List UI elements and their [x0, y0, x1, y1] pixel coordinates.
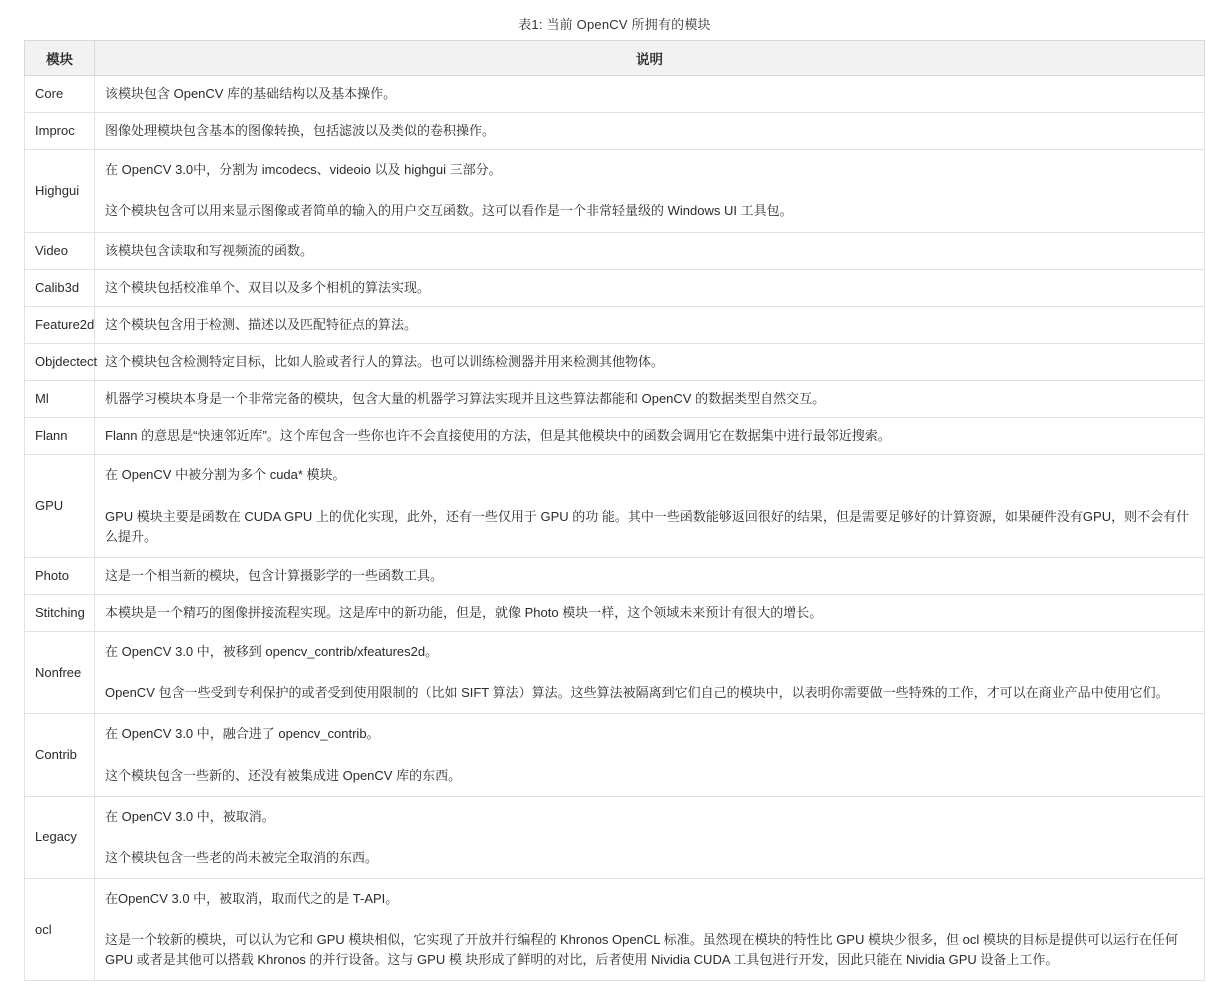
- module-description-paragraph: 这是一个相当新的模块，包含计算摄影学的一些函数工具。: [105, 567, 444, 583]
- module-name-cell: Feature2d: [25, 306, 95, 343]
- module-name-cell: Photo: [25, 557, 95, 594]
- table-row: [25, 232, 1205, 269]
- module-description-cell: [95, 594, 1205, 631]
- module-description-cell: [95, 269, 1205, 306]
- table-row: [25, 269, 1205, 306]
- module-description-paragraph: 在 OpenCV 3.0中，分割为 imcodecs、videoio 以及 highgui 三部分。: [105, 162, 502, 178]
- table-row: [25, 632, 1205, 714]
- column-header-description: 说明: [95, 41, 1205, 76]
- table-row: [25, 76, 1205, 113]
- module-name-cell: Core: [25, 76, 95, 113]
- module-description-paragraph: 机器学习模块本身是一个非常完备的模块，包含大量的机器学习算法实现并且这些算法都能和 OpenCV 的数据类型自然交互。: [105, 391, 826, 407]
- module-description-cell: [95, 632, 1205, 714]
- module-name-cell: Improc: [25, 113, 95, 150]
- module-description-cell: [95, 557, 1205, 594]
- module-description-paragraph: 这个模块包括校准单个、双目以及多个相机的算法实现。: [105, 279, 431, 295]
- module-name-cell: Nonfree: [25, 632, 95, 714]
- module-description-paragraph: 这个模块包含一些老的尚未被完全取消的东西。: [105, 849, 379, 865]
- module-name-cell: Calib3d: [25, 269, 95, 306]
- module-description-paragraph: 这个模块包含可以用来显示图像或者简单的输入的用户交互函数。这可以看作是一个非常轻量级的 Windows UI 工具包。: [105, 203, 793, 219]
- module-description-paragraph: 图像处理模块包含基本的图像转换，包括滤波以及类似的卷积操作。: [105, 123, 496, 139]
- module-description-cell: [95, 343, 1205, 380]
- module-description-paragraph: OpenCV 包含一些受到专利保护的或者受到使用限制的（比如 SIFT 算法）算法。这些算法被隔离到它们自己的模块中，以表明你需要做一些特殊的工作，才可以在商业产品中使用它们。: [105, 685, 1169, 701]
- module-description-paragraph: 在 OpenCV 3.0 中，融合进了 opencv_contrib。: [105, 726, 380, 742]
- module-description-cell: [95, 878, 1205, 980]
- module-description-paragraph: Flann 的意思是“快速邻近库”。这个库包含一些你也许不会直接使用的方法，但是其他模块中的函数会调用它在数据集中进行最邻近搜索。: [105, 428, 891, 444]
- module-description-paragraph: 在 OpenCV 中被分割为多个 cuda* 模块。: [105, 467, 346, 483]
- table-row: [25, 714, 1205, 796]
- module-description-cell: [95, 232, 1205, 269]
- table-row: [25, 594, 1205, 631]
- table-head: [25, 41, 1205, 76]
- module-name-cell: Ml: [25, 381, 95, 418]
- module-description-paragraph: 在 OpenCV 3.0 中，被取消。: [105, 808, 275, 824]
- module-description-cell: [95, 796, 1205, 878]
- module-name-cell: Legacy: [25, 796, 95, 878]
- module-description-paragraph: 在 OpenCV 3.0 中，被移到 opencv_contrib/xfeatures2d。: [105, 644, 439, 660]
- module-name-cell: Stitching: [25, 594, 95, 631]
- module-description-cell: [95, 455, 1205, 557]
- module-description-cell: [95, 714, 1205, 796]
- module-description-cell: [95, 381, 1205, 418]
- module-name-cell: GPU: [25, 455, 95, 557]
- module-name-cell: Objdectect: [25, 343, 95, 380]
- module-name-cell: ocl: [25, 878, 95, 980]
- module-description-paragraph: 本模块是一个精巧的图像拼接流程实现。这是库中的新功能，但是，就像 Photo 模块一样，这个领域未来预计有很大的增长。: [105, 604, 823, 620]
- module-description-paragraph: 这个模块包含一些新的、还没有被集成进 OpenCV 库的东西。: [105, 767, 462, 783]
- opencv-modules-table: [24, 40, 1205, 981]
- table-row: [25, 455, 1205, 557]
- module-description-cell: [95, 76, 1205, 113]
- module-description-cell: [95, 306, 1205, 343]
- module-description-paragraph: 该模块包含读取和写视频流的函数。: [105, 242, 314, 258]
- module-description-cell: [95, 113, 1205, 150]
- table-header-row: [25, 41, 1205, 76]
- table-row: [25, 418, 1205, 455]
- table-row: [25, 878, 1205, 980]
- module-description-paragraph: GPU 模块主要是函数在 CUDA GPU 上的优化实现，此外，还有一些仅用于 GPU 的功 能。其中一些函数能够返回很好的结果，但是需要足够好的计算资源，如果硬件没有GPU，则不会有什么提升。: [105, 508, 1190, 544]
- module-name-cell: Video: [25, 232, 95, 269]
- module-name-cell: Flann: [25, 418, 95, 455]
- module-description-cell: [95, 418, 1205, 455]
- module-name-cell: Highgui: [25, 150, 95, 232]
- table-row: [25, 150, 1205, 232]
- module-description-paragraph: 该模块包含 OpenCV 库的基础结构以及基本操作。: [105, 86, 397, 101]
- module-description-cell: [95, 150, 1205, 232]
- table-caption: 表1: 当前 OpenCV 所拥有的模块: [518, 17, 711, 32]
- table-row: [25, 381, 1205, 418]
- table-row: [25, 343, 1205, 380]
- table-body: [25, 76, 1205, 981]
- table-row: [25, 113, 1205, 150]
- table-row: [25, 557, 1205, 594]
- table-row: [25, 306, 1205, 343]
- module-description-paragraph: 这个模块包含用于检测、描述以及匹配特征点的算法。: [105, 316, 418, 332]
- column-header-module: 模块: [25, 41, 95, 76]
- module-description-paragraph: 在OpenCV 3.0 中，被取消，取而代之的是 T-API。: [105, 890, 399, 906]
- table-row: [25, 796, 1205, 878]
- module-description-paragraph: 这是一个较新的模块，可以认为它和 GPU 模块相似，它实现了开放并行编程的 Khronos OpenCL 标准。虽然现在模块的特性比 GPU 模块少很多，但 ocl 模块的目标是提供可以运行在任何 GPU 或者是其他可以搭载 Khronos 的并行设备。这与 GPU 模 块形成了鲜明的对比，后者使用 Nividia CUDA 工具包进行开发，因此只能在 Nividia GPU 设备上工作。: [105, 932, 1178, 968]
- module-description-paragraph: 这个模块包含检测特定目标，比如人脸或者行人的算法。也可以训练检测器并用来检测其他物体。: [105, 353, 665, 369]
- module-name-cell: Contrib: [25, 714, 95, 796]
